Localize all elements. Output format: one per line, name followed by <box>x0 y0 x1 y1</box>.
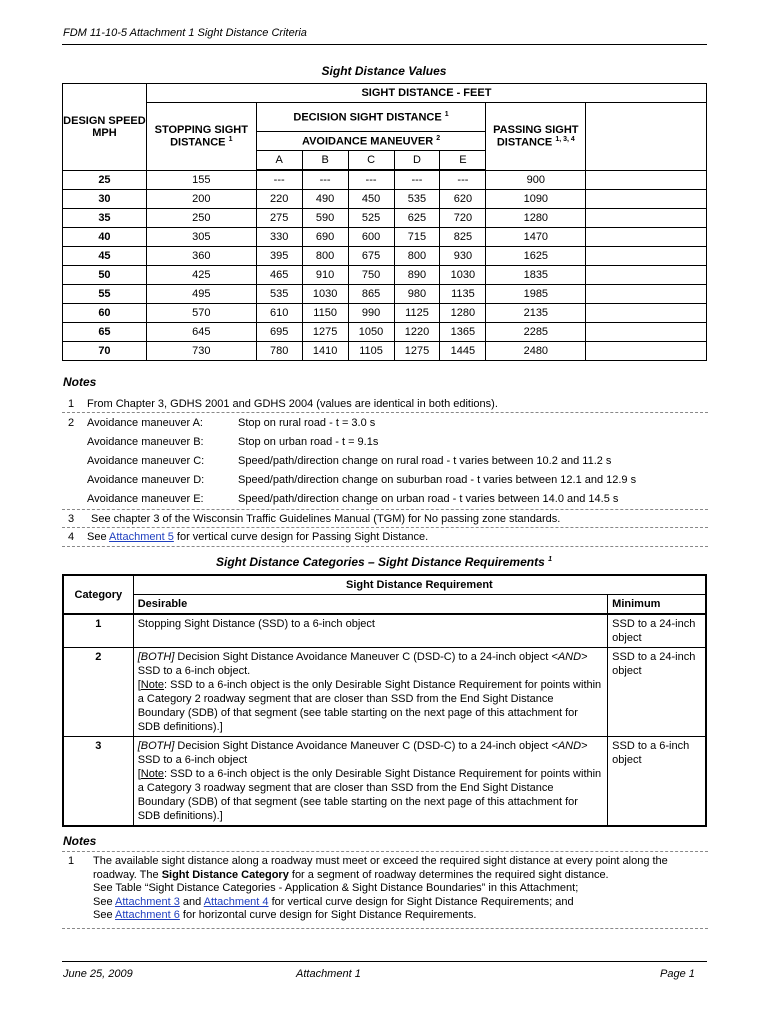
value-cell: 465 <box>256 266 302 285</box>
value-cell: 360 <box>146 247 256 266</box>
value-cell: 2135 <box>486 304 586 323</box>
col-d-header: D <box>394 151 440 171</box>
speed-cell: 60 <box>63 304 147 323</box>
value-cell: 990 <box>348 304 394 323</box>
value-cell: 490 <box>302 190 348 209</box>
category-header: Category <box>63 575 133 614</box>
stopping-header: STOPPING SIGHT DISTANCE $^1$ <box>146 103 256 171</box>
table-row <box>63 170 707 190</box>
speed-cell: 30 <box>63 190 147 209</box>
design-speed-header: DESIGN SPEED MPH <box>63 84 147 171</box>
value-cell: 620 <box>440 190 486 209</box>
category-cell: 2 <box>63 648 133 737</box>
value-cell: 720 <box>440 209 486 228</box>
value-cell: 610 <box>256 304 302 323</box>
footer-rule <box>62 961 707 962</box>
value-cell: 250 <box>146 209 256 228</box>
minimum-cell: SSD to a 6-inch object <box>608 737 706 827</box>
minimum-cell: SSD to a 24-inch object <box>608 648 706 737</box>
value-cell: 2285 <box>486 323 586 342</box>
attachment-4-link[interactable]: Attachment 4 <box>203 895 269 908</box>
category-note: 1 The available sight distance along a roadway must meet or exceed the required sight distance at every point along the roadway. The Sight Distance Category for a segment of roadway determines the required sight distance. See Table “Sight Distance Categories - Application & Sight Distance Boundaries” in this Attachment; See Attachment 3 and Attachment 4 for vertical curve design for Sight Distance Requirements; and See Attachment 6 for horizontal curve design for Sight Distance Requirements. <box>68 855 668 921</box>
value-cell: 1445 <box>440 342 486 361</box>
table-row <box>63 247 707 266</box>
value-cell: 1625 <box>486 247 586 266</box>
value-cell: 1105 <box>348 342 394 361</box>
value-cell: 1030 <box>440 266 486 285</box>
attachment-6-link[interactable]: Attachment 6 <box>115 909 180 921</box>
desirable-cell: Stopping Sight Distance (SSD) to a 6-inch object <box>133 614 607 648</box>
value-cell: 695 <box>256 323 302 342</box>
note-divider <box>62 546 708 547</box>
value-cell: 1365 <box>440 323 486 342</box>
value-cell: 590 <box>302 209 348 228</box>
requirement-header: Sight Distance Requirement <box>133 575 706 595</box>
value-cell: 645 <box>146 323 256 342</box>
footer-date: June 25, 2009 <box>63 968 133 980</box>
value-cell: 930 <box>440 247 486 266</box>
col-b-header: B <box>302 151 348 171</box>
footer-page: Page 1 <box>660 968 695 980</box>
value-cell: 730 <box>146 342 256 361</box>
minimum-cell: SSD to a 24-inch object <box>608 614 706 648</box>
category-cell: 3 <box>63 737 133 827</box>
value-cell: 675 <box>348 247 394 266</box>
note-divider <box>62 928 708 929</box>
empty-cell <box>586 323 707 342</box>
value-cell: --- <box>302 170 348 190</box>
value-cell: 425 <box>146 266 256 285</box>
table1-title: Sight Distance Values <box>321 64 447 78</box>
value-cell: 1410 <box>302 342 348 361</box>
notes2-title: Notes <box>63 834 97 848</box>
table-row <box>63 323 707 342</box>
value-cell: --- <box>394 170 440 190</box>
value-cell: 275 <box>256 209 302 228</box>
sight-distance-header: SIGHT DISTANCE - FEET <box>146 84 706 103</box>
empty-cell <box>586 304 707 323</box>
value-cell: 535 <box>256 285 302 304</box>
empty-header <box>586 103 707 171</box>
speed-cell: 35 <box>63 209 147 228</box>
value-cell: 1985 <box>486 285 586 304</box>
empty-cell <box>586 228 707 247</box>
value-cell: 155 <box>146 170 256 190</box>
value-cell: 980 <box>394 285 440 304</box>
value-cell: 750 <box>348 266 394 285</box>
page-header: FDM 11-10-5 Attachment 1 Sight Distance Criteria <box>63 27 307 39</box>
speed-cell: 55 <box>63 285 147 304</box>
empty-cell <box>586 209 707 228</box>
value-cell: 450 <box>348 190 394 209</box>
value-cell: 2480 <box>486 342 586 361</box>
value-cell: 220 <box>256 190 302 209</box>
value-cell: 900 <box>486 170 586 190</box>
value-cell: --- <box>256 170 302 190</box>
value-cell: 570 <box>146 304 256 323</box>
value-cell: 780 <box>256 342 302 361</box>
value-cell: 1220 <box>394 323 440 342</box>
sight-distance-categories-table <box>62 574 707 827</box>
value-cell: 600 <box>348 228 394 247</box>
value-cell: 495 <box>146 285 256 304</box>
empty-cell <box>586 266 707 285</box>
value-cell: 1135 <box>440 285 486 304</box>
col-e-header: E <box>440 151 486 171</box>
value-cell: 1150 <box>302 304 348 323</box>
value-cell: 1030 <box>302 285 348 304</box>
table-row <box>63 190 707 209</box>
sight-distance-values-table <box>62 83 707 361</box>
value-cell: 1280 <box>440 304 486 323</box>
header-rule <box>62 44 707 45</box>
table-row <box>63 285 707 304</box>
value-cell: 1470 <box>486 228 586 247</box>
value-cell: 200 <box>146 190 256 209</box>
desirable-cell: [BOTH] Decision Sight Distance Avoidance Maneuver C (DSD-C) to a 24-inch object <AND> SSD to a 6-inch object [Note: SSD to a 6-inch object is the only Desirable Sight Distance Requirement for points within a Category 3 roadway segment that are closer than SSD from the End Sight Distance Boundary (SDB) of that segment (see table starting on the next page of this attachment for SDB definitions).] <box>133 737 607 827</box>
value-cell: 715 <box>394 228 440 247</box>
col-a-header: A <box>256 151 302 171</box>
value-cell: 330 <box>256 228 302 247</box>
note-divider <box>62 509 708 510</box>
value-cell: 890 <box>394 266 440 285</box>
table-row <box>63 304 707 323</box>
value-cell: 1275 <box>394 342 440 361</box>
empty-cell <box>586 247 707 266</box>
value-cell: 1125 <box>394 304 440 323</box>
decision-header: DECISION SIGHT DISTANCE $^1$ <box>256 103 486 132</box>
value-cell: 1050 <box>348 323 394 342</box>
speed-cell: 50 <box>63 266 147 285</box>
avoidance-header: AVOIDANCE MANEUVER $^2$ <box>256 132 486 151</box>
value-cell: 690 <box>302 228 348 247</box>
value-cell: 1280 <box>486 209 586 228</box>
value-cell: 395 <box>256 247 302 266</box>
empty-cell <box>586 190 707 209</box>
note-divider <box>62 527 708 528</box>
speed-cell: 65 <box>63 323 147 342</box>
category-cell: 1 <box>63 614 133 648</box>
value-cell: --- <box>348 170 394 190</box>
note-divider <box>62 412 708 413</box>
attachment-5-link[interactable]: Attachment 5 <box>109 531 174 543</box>
speed-cell: 40 <box>63 228 147 247</box>
value-cell: 535 <box>394 190 440 209</box>
empty-cell <box>586 342 707 361</box>
table2-title: Sight Distance Categories – Sight Distance Requirements $^1$ <box>215 555 552 569</box>
table-row <box>63 342 707 361</box>
table-row <box>63 266 707 285</box>
note-divider <box>62 851 708 852</box>
value-cell: 825 <box>440 228 486 247</box>
minimum-header: Minimum <box>608 595 706 615</box>
attachment-3-link[interactable]: Attachment 3 <box>115 895 180 908</box>
notes1-title: Notes <box>63 375 97 389</box>
value-cell: 910 <box>302 266 348 285</box>
footer-attachment: Attachment 1 <box>296 968 361 980</box>
desirable-header: Desirable <box>133 595 607 615</box>
empty-cell <box>586 170 707 190</box>
speed-cell: 25 <box>63 170 147 190</box>
value-cell: 525 <box>348 209 394 228</box>
table-row <box>63 209 707 228</box>
table-row <box>63 228 707 247</box>
value-cell: 1090 <box>486 190 586 209</box>
empty-cell <box>586 285 707 304</box>
desirable-cell: [BOTH] Decision Sight Distance Avoidance Maneuver C (DSD-C) to a 24-inch object <AND> SSD to a 6-inch object. [Note: SSD to a 6-inch object is the only Desirable Sight Distance Requirement for points within a Category 2 roadway segment that are closer than SSD from the End Sight Distance Boundary (SDB) of that segment (see table starting on the next page of this attachment for SDB definitions).] <box>133 648 607 737</box>
speed-cell: 45 <box>63 247 147 266</box>
speed-cell: 70 <box>63 342 147 361</box>
value-cell: --- <box>440 170 486 190</box>
value-cell: 865 <box>348 285 394 304</box>
value-cell: 800 <box>394 247 440 266</box>
value-cell: 800 <box>302 247 348 266</box>
value-cell: 1835 <box>486 266 586 285</box>
value-cell: 1275 <box>302 323 348 342</box>
col-c-header: C <box>348 151 394 171</box>
value-cell: 625 <box>394 209 440 228</box>
passing-header: PASSING SIGHT DISTANCE $^{1, 3, 4}$ <box>486 103 586 171</box>
value-cell: 305 <box>146 228 256 247</box>
